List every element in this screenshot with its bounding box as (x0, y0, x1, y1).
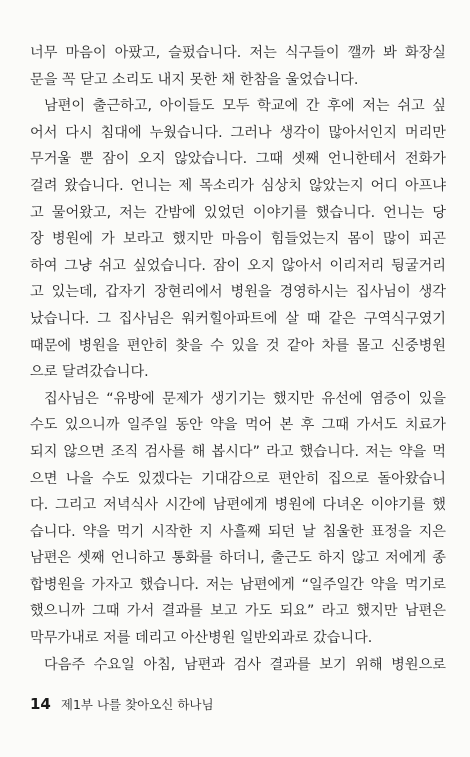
text-line: 문을 꼭 닫고 소리도 내지 못한 채 한참을 울었습니다. (30, 71, 359, 88)
text-line: 막무가내로 저를 데리고 아산병원 일반외과로 갔습니다. (30, 630, 373, 647)
text-line: 때문에 병원을 편안히 찾을 수 있을 것 같아 차를 몰고 신중병원 (30, 337, 446, 354)
text-line: 남편은 셋째 언니하고 통화를 하더니, 출근도 하지 않고 저에게 종 (30, 550, 446, 567)
page-footer (30, 695, 214, 717)
text-line: 합병원을 가자고 했습니다. 저는 남편에게 “일주일간 약을 먹기로 (30, 576, 446, 593)
page-number: 14 (30, 695, 51, 713)
text-line: 남편이 출근하고, 아이들도 모두 학교에 간 후에 저는 쉬고 싶 (44, 98, 446, 115)
text-line: 무거울 뿐 잠이 오지 않았습니다. 그때 셋째 언니한테서 전화가 (30, 151, 446, 168)
text-line: 하여 그냥 쉬고 싶었습니다. 잠이 오지 않아서 이리저리 뒹굴거리 (30, 257, 446, 274)
text-line: 다음주 수요일 아침, 남편과 검사 결과를 보기 위해 병원으로 (44, 656, 446, 673)
text-line: 다. 그리고 저녁식사 시간에 남편에게 병원에 다녀온 이야기를 했 (30, 497, 446, 514)
text-line: 수도 있으니까 일주일 동안 약을 먹어 본 후 그때 가서도 치료가 (30, 417, 446, 434)
text-line: 어서 다시 침대에 누웠습니다. 그러나 생각이 많아서인지 머리만 (30, 124, 446, 141)
text-line: 되지 않으면 조직 검사를 해 봅시다” 라고 했습니다. 저는 약을 먹 (30, 443, 446, 460)
text-line: 걸려 왔습니다. 언니는 제 목소리가 심상치 않았는지 어디 아프냐 (30, 177, 446, 194)
text-line: 했으니까 그때 가서 결과를 보고 가도 되요” 라고 했지만 남편은 (30, 603, 446, 620)
text-line: 습니다. 약을 먹기 시작한 지 사흘째 되던 날 침울한 표정을 지은 (30, 523, 446, 540)
text-line: 집사님은 “유방에 문제가 생기기는 했지만 유선에 염증이 있을 (44, 390, 446, 407)
text-line: 너무 마음이 아팠고, 슬펐습니다. 저는 식구들이 깰까 봐 화장실 (30, 45, 446, 61)
text-line: 으로 달려갔습니다. (30, 364, 149, 381)
running-title: 제1부 나를 찾아오신 하나님 (60, 697, 214, 712)
text-line: 장 병원에 가 보라고 했지만 마음이 힘들었는지 몸이 많이 피곤 (30, 231, 446, 248)
text-line: 고 있는데, 갑자기 장현리에서 병원을 경영하시는 집사님이 생각 (30, 284, 446, 301)
text-line: 고 물어왔고, 저는 간밤에 있었던 이야기를 했습니다. 언니는 당 (30, 204, 446, 221)
text-line: 으면 나을 수도 있겠다는 기대감으로 편안히 집으로 돌아왔습니 (30, 470, 446, 487)
body-text (30, 40, 446, 678)
text-line: 났습니다. 그 집사님은 워커힐아파트에 살 때 같은 구역식구였기 (30, 310, 446, 327)
